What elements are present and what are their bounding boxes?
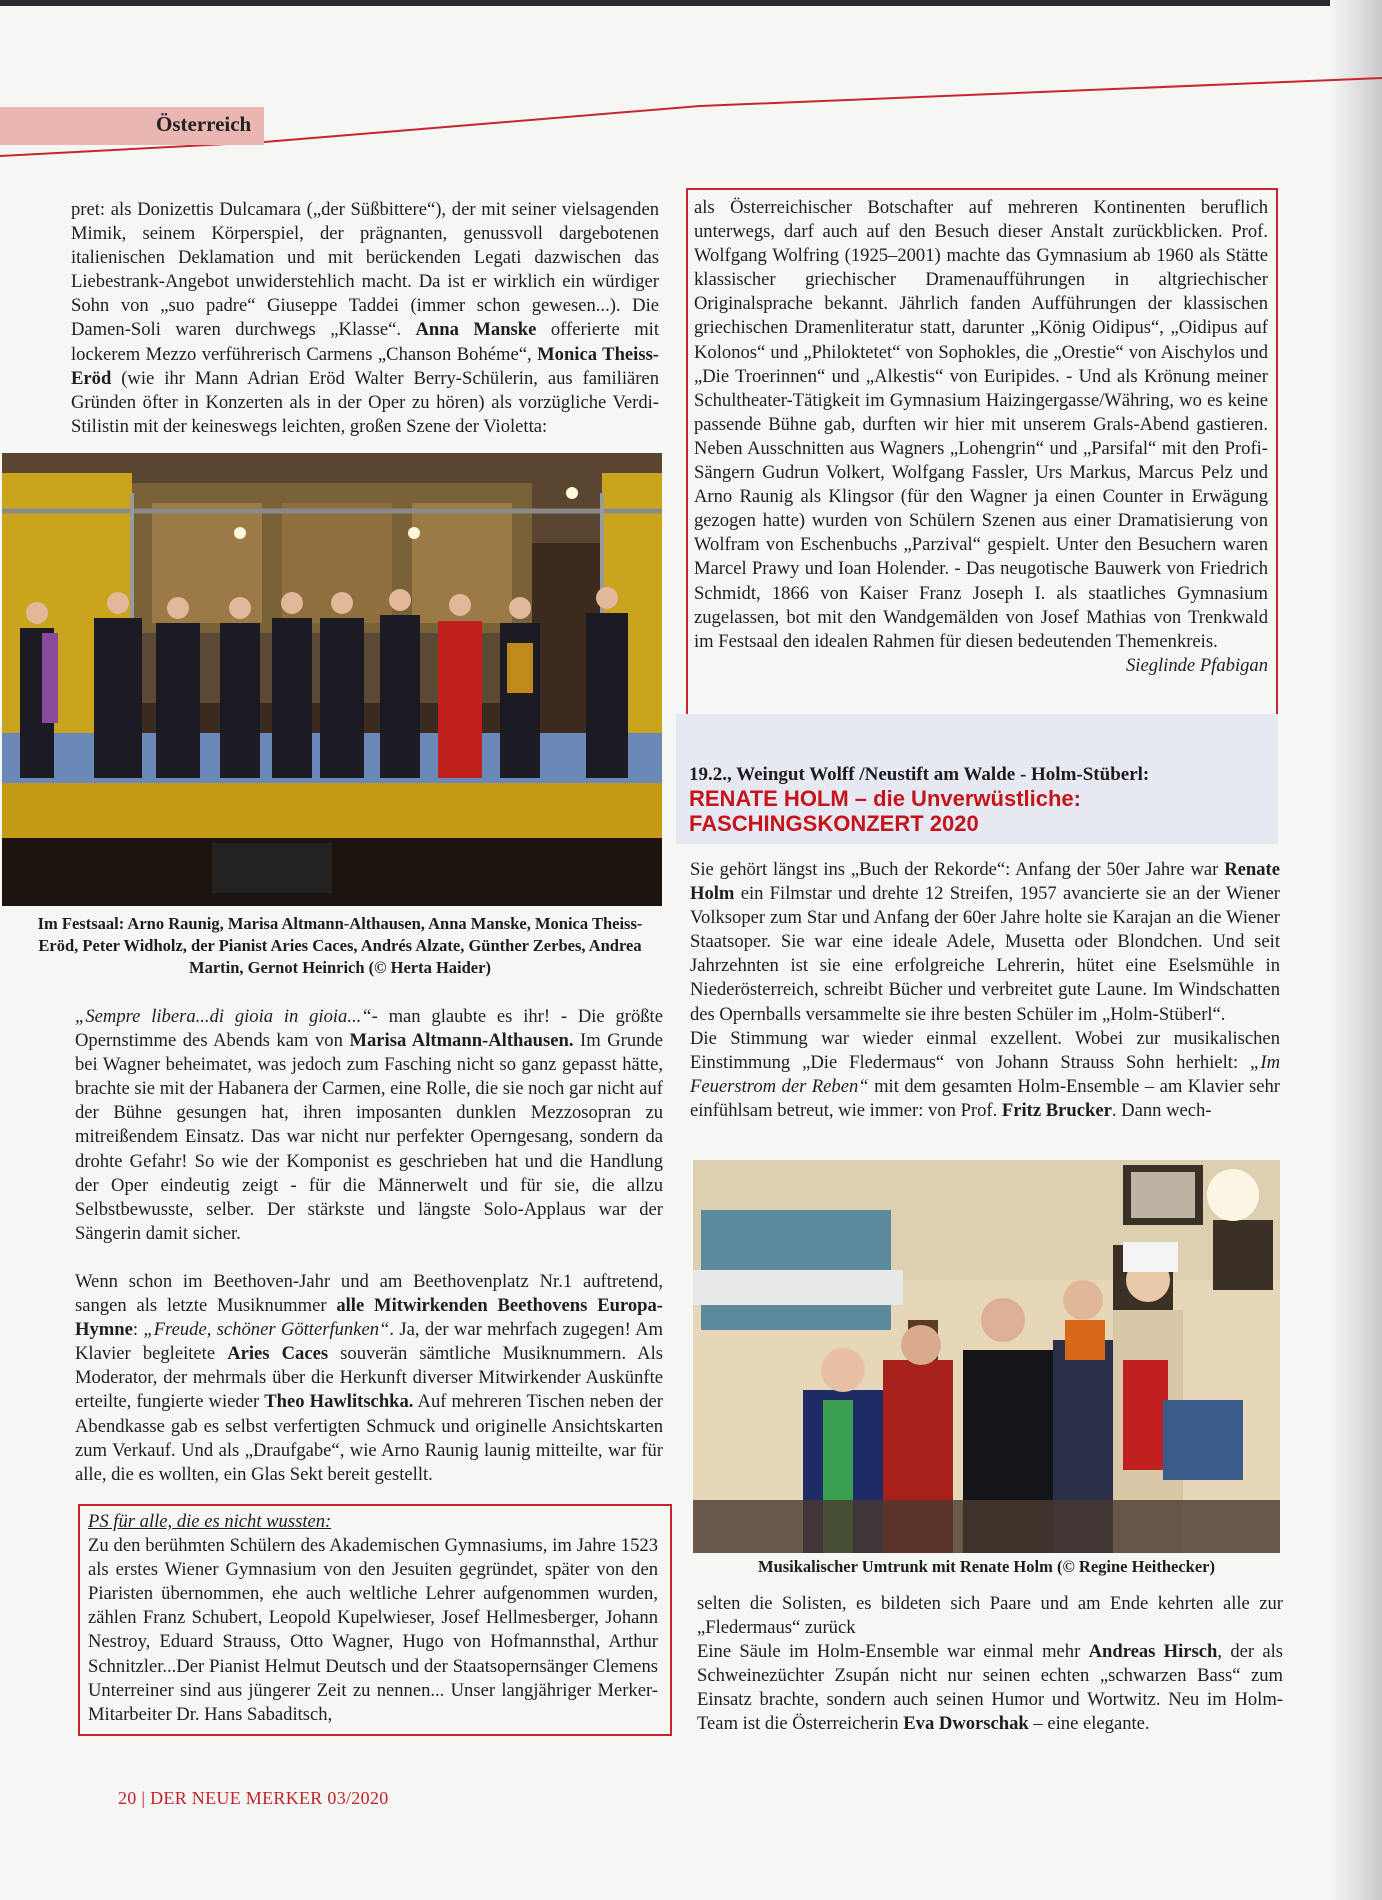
ps-box-title: PS für alle, die es nicht wussten: [88,1511,332,1532]
name-eva-dworschak: Eva Dworschak [903,1713,1029,1735]
page-gutter-shadow [1330,0,1382,1900]
name-andreas-hirsch: Andreas Hirsch [1088,1641,1218,1663]
article-headline: RENATE HOLM – die Unverwüstliche: FASCHINGSKONZERT 2020 [689,786,1081,836]
left-intro-text: pret: als Donizettis Dulcamara („der Süßbittere“), der mit seiner vielsagenden Mimik, seinem Körperspiel, der prägnanten, genussvoll dargebotenen italienischen Deklamation und mit berückenden Legati dazwischen das Liebestrank-Angebot unwiderstehlich macht. Da ist er wirklich ein würdiger Sohn von „suo padre“ Giuseppe Taddei (immer schon gewesen...). Die Damen-Soli waren durchwegs „Klasse“. Anna Manske offerierte mit lockerem Mezzo verführerisch Carmens „Chanson Bohéme“, Monica Theiss-Eröd (wie ihr Mann Adrian Eröd Walter Berry-Schülerin, aus familiären Gründen öfter in Konzerten als in der Oper zu hören) als vorzügliche Verdi-Stilistin mit der keineswegs leichten, großen Szene der Violetta: [71,199,659,437]
festsaal-photo-caption: Im Festsaal: Arno Raunig, Marisa Altmann-Althausen, Anna Manske, Monica Theiss-Eröd, Peter Widholz, der Pianist Aries Caces, Andrés Alzate, Günther Zerbes, Andrea Martin, Gernot Heinrich (© Herta Haider) [37,914,643,977]
name-monica-theiss-erod: Monica Theiss-Eröd [71,343,659,389]
author-signature: Sieglinde Pfabigan [1125,654,1268,676]
festsaal-concert-photo [2,453,662,906]
ps-box-text: PS für alle, die es nicht wussten: Zu den berühmten Schülern des Akademischen Gymnasiums, im Jahre 1523 als erstes Wiener Gymnasium von den Jesuiten gegründet, später von den Piaristen übernommen, ehe auch weltliche Lehrer aufgenommen wurden, zählen Franz Schubert, Leopold Kupelwieser, Josef Hellmesberger, Johann Nestroy, Eduard Strauss, Otto Wagner, Hugo von Hofmannsthal, Arthur Schnitzler...Der Pianist Helmut Deutsch und der Staatsopernsänger Clemens Unterreiner sind aus jüngerer Zeit zu nennen... Unser langjähriger Merker-Mitarbeiter Dr. Hans Sabaditsch, [88,1511,658,1725]
holm-stueberl-photo [693,1160,1280,1553]
holm-photo-caption: Musikalischer Umtrunk mit Renate Holm (© Regine Heithecker) [758,1557,1215,1576]
name-renate-holm: Renate Holm [690,859,1280,905]
renate-holm-intro-text: Sie gehört längst ins „Buch der Rekorde“: Anfang der 50er Jahre war Renate Holm ein Filmstar und drehte 12 Streifen, 1957 avancierte sie an der Wiener Volksoper zum Star und Anfang der 60er Jahre holte sie Karajan an die Wiener Staatsoper. Sie war eine ideale Adele, Musetta oder Blondchen. Und seit Jahrzehnten ist sie eine erfolgreiche Lehrerin, hütet eine Eselsmühle in Niederösterreich, schreibt Bücher und verbreitet gute Laune. Im Windschatten des Opernballs versammelte sie ihre besten Schüler im „Holm-Stüberl“. Die Stimmung war wieder einmal exzellent. Wobei zur musikalischen Einstimmung „Die Fledermaus“ von Johann Strauss Sohn herhielt: „Im Feuerstrom der Reben“ mit dem gesamten Holm-Ensemble – am Klavier sehr einfühlsam betreut, wie immer: von Prof. Fritz Brucker. Dann wech- [690,859,1280,1121]
event-dateline: 19.2., Weingut Wolff /Neustift am Walde - Holm-Stüberl: [689,764,1150,785]
left-body-text: „Sempre libera...di gioia in gioia...“- man glaubte es ihr! - Die größte Opernstimme des Abends kam von Marisa Altmann-Althausen. Im Grunde bei Wagner beheimatet, was jedoch zum Fasching nicht so ganz gepasst hätte, brachte sie mit der Habanera der Carmen, eine Rolle, die sie noch gar nicht auf der Bühne gesungen hat, ihren imposanten dunklen Mezzosopran zu mitreißendem Einsatz. Das war nicht nur perfekter Operngesang, sondern da drohte Gefahr! So wie der Komponist es geschrieben hat und die Handlung der Oper eindeutig zeigt - für die Männerwelt und für sie, die allzu Selbstbewusste, selber. Der stärkste und längste Solo-Applaus war der Sängerin damit sicher. Wenn schon im Beethoven-Jahr und am Beethovenplatz Nr.1 auftretend, sangen als letzte Musiknummer alle Mitwirkenden Beethovens Europa-Hymne: „Freude, schöner Götterfunken“. Ja, der war mehrfach zugegen! Am Klavier begleitete Aries Caces souverän sämtliche Musiknummern. Als Moderator, der mehrmals über die Herkunft diverser Mitwirkender Auskünfte erteilte, fungierte wieder Theo Hawlitschka. Auf mehreren Tischen neben der Abendkasse gab es selbst verfertigten Schmuck und originelle Ansichtskarten zum Verkauf. Und als „Draufgabe“, wie Arno Raunig launig mitteilte, war für alle, die es wollten, ein Glas Sekt bereit gestellt. [75,1006,664,1485]
top-edge [0,0,1382,6]
section-label: Österreich [156,112,252,136]
renate-holm-closing-text: selten die Solisten, es bildeten sich Paare und am Ende kehrten alle zur „Fledermaus“ zurück Eine Säule im Holm-Ensemble war einmal mehr Andreas Hirsch, der als Schweinezüchter Zsupán nicht nur seinen echten „schwarzen Bass“ zum Einsatz brachte, sondern auch seinen Humor und Wortwitz. Neu im Holm-Team ist die Österreicherin Eva Dworschak – eine elegante. [697,1593,1284,1735]
school-history-text: als Österreichischer Botschafter auf mehreren Kontinenten beruflich unterwegs, darf auch auf den Besuch dieser Anstalt zurückblicken. Prof. Wolfgang Wolfring (1925–2001) machte das Gymnasium ab 1960 als Stätte klassischer griechischer Dramenaufführungen in altgriechischer Originalsprache bekannt. Jährlich fanden Aufführungen der klassischen griechischen Dramenliteratur statt, darunter „König Oidipus“, „Oidipus auf Kolonos“ und „Philoktetet“ von Sophokles, die „Orestie“ von Aischylos und „Die Troerinnen“ und „Alkestis“ von Euripides. - Und als Krönung meiner Schultheater-Tätigkeit im Gymnasium Haizingergasse/Währing, wo es keine passende Bühne gab, durften wir hier mit unserem Grals-Abend gastieren. Neben Ausschnitten aus Wagners „Lohengrin“ und „Parsifal“ mit den Profi-Sängern Gudrun Volkert, Wolfgang Fassler, Urs Markus, Marcus Pelz und Arno Raunig als Klingsor (für den Wagner ja einen Counter in Erwägung gezogen hatte) wurden von Schülern Szenen aus einer Dramatisierung von Wolfram von Eschenbuchs „Parzival“ gespielt. Unter den Besuchern waren Marcel Prawy und Ioan Holender. - Das neugotische Bauwerk von Friedrich Schmidt, 1866 von Kaiser Franz Joseph I. als staatliches Gymnasium zugelassen, bot mit den Wandgemälden von Josef Mathias von Trenkwald im Festsaal den idealen Rahmen für diesen bedeutenden Themenkreis. Sieglinde Pfabigan [694,196,1268,678]
page-footer: 20 | DER NEUE MERKER 03/2020 [118,1788,389,1808]
name-anna-manske: Anna Manske [415,319,537,341]
name-marisa-altmann-althausen: Marisa Altmann-Althausen. [349,1030,574,1052]
